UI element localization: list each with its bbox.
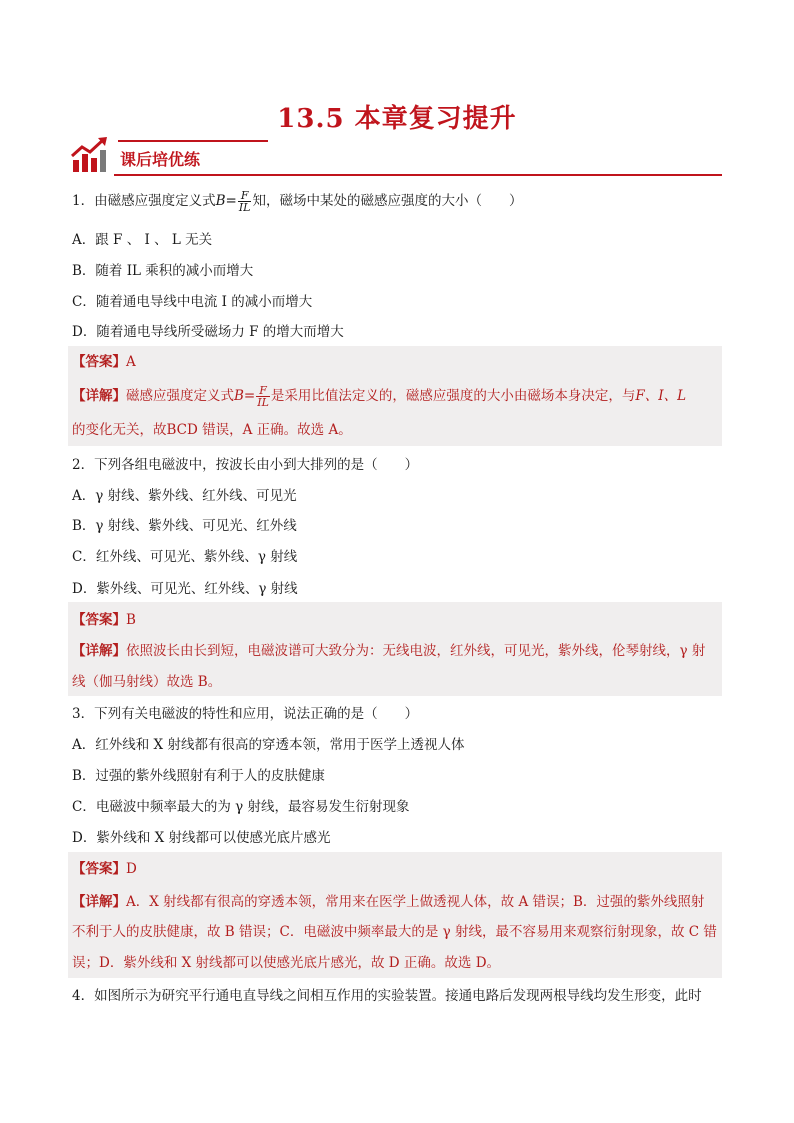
question-3-stem: 3．下列有关电磁波的特性和应用，说法正确的是（ ） — [72, 706, 419, 722]
q2-answer-value: B — [126, 612, 136, 628]
q2-detail-line-1 — [72, 641, 705, 661]
q1-detail-tag: 【详解】 — [72, 388, 126, 404]
q1-formula-lhs: B — [215, 193, 226, 209]
q1-detail-line-1: 【详解】磁感应强度定义式B= $\frac{F}{IL}$ 是采用比值法定义的，磁感应强度的大小由磁场本身决定，与F、I、L — [72, 384, 687, 409]
question-4-stem: 4．如图所示为研究平行通电直导线之间相互作用的实验装置。接通电路后发现两根导线均发生形变，此时 — [72, 988, 702, 1004]
q2-answer-tag: 【答案】 — [72, 612, 126, 628]
q1-detail-pre: 磁感应强度定义式 — [126, 388, 234, 404]
bar-chart-arrow-icon — [70, 136, 110, 174]
q3-answer — [72, 859, 137, 879]
question-1-stem: 1．由磁感应强度定义式B= $\frac{F}{IL}$ 知，磁场中某处的磁感应强度的大小（ ） — [72, 189, 523, 214]
q2-option-c: C．红外线、可见光、紫外线、γ 射线 — [72, 549, 298, 565]
section-label: 课后培优练 — [120, 150, 201, 169]
q3-answer-tag: 【答案】 — [72, 861, 126, 877]
q3-option-c: C．电磁波中频率最大的为 γ 射线，最容易发生衍射现象 — [72, 799, 410, 815]
q2-answer — [72, 610, 136, 630]
q1-answer-tag: 【答案】 — [72, 354, 126, 370]
q3-option-d: D．紫外线和 X 射线都可以使感光底片感光 — [72, 830, 331, 846]
q1-detail-denominator: IL — [257, 396, 269, 409]
q2-option-a: A．γ 射线、紫外线、红外线、可见光 — [72, 488, 297, 504]
q1-answer-value: A — [126, 354, 136, 370]
q3-answer-box — [68, 852, 722, 978]
q1-answer-box — [68, 346, 722, 446]
q1-detail-formula-fraction — [256, 385, 270, 408]
q2-answer-box — [68, 602, 722, 696]
q3-detail-line-2: 不利于人的皮肤健康，故 B 错误；C．电磁波中频率最大的是 γ 射线，最不容易用来观察衍射现象，故 C 错 — [72, 924, 717, 940]
q2-detail-line-2: 线（伽马射线）故选 B。 — [72, 674, 222, 690]
q1-stem-pre: 1．由磁感应强度定义式 — [72, 193, 216, 209]
q1-option-d: D．随着通电导线所受磁场力 F 的增大而增大 — [72, 324, 344, 340]
q1-detail-line-2: 的变化无关，故BCD 错误，A 正确。故选 A。 — [72, 422, 352, 438]
q1-option-a: A．跟 F 、 I 、 L 无关 — [72, 232, 213, 248]
q3-detail-line-3: 误；D．紫外线和 X 射线都可以使感光底片感光，故 D 正确。故选 D。 — [72, 955, 501, 971]
q3-detail-line-1 — [72, 892, 704, 912]
q1-option-b: B．随着 IL 乘积的减小而增大 — [72, 263, 254, 279]
q1-detail-formula-lhs: B — [234, 388, 244, 404]
q1-option-c: C．随着通电导线中电流 I 的减小而增大 — [72, 294, 313, 310]
q3-answer-value: D — [126, 861, 137, 877]
q2-detail-text-1: 依照波长由长到短，电磁波谱可大致分为：无线电波，红外线，可见光，紫外线，伦琴射线，γ 射 — [126, 643, 706, 659]
q3-detail-text-1: A．X 射线都有很高的穿透本领，常用来在医学上做透视人体，故 A 错误；B．过强的紫外线照射 — [126, 894, 705, 910]
section-bottom-rule — [114, 174, 722, 176]
q3-option-a: A．红外线和 X 射线都有很高的穿透本领，常用于医学上透视人体 — [72, 737, 465, 753]
page-title: 13.5 本章复习提升 — [277, 104, 517, 134]
q1-formula-denominator: IL — [238, 201, 251, 214]
q2-option-d: D．紫外线、可见光、红外线、γ 射线 — [72, 581, 298, 597]
q1-formula-numerator: F — [238, 190, 252, 202]
q2-detail-tag: 【详解】 — [72, 643, 126, 659]
q1-detail-numerator: F — [256, 385, 270, 397]
q1-detail-post: 是采用比值法定义的，磁感应强度的大小由磁场本身决定，与 — [270, 388, 636, 404]
q1-detail-vars: F、I、L — [635, 388, 687, 404]
section-header — [70, 136, 722, 176]
q1-answer — [72, 352, 136, 372]
q1-formula-fraction — [238, 190, 252, 213]
q3-detail-tag: 【详解】 — [72, 894, 126, 910]
q1-stem-post: 知，磁场中某处的磁感应强度的大小（ ） — [252, 193, 523, 209]
q3-option-b: B．过强的紫外线照射有利于人的皮肤健康 — [72, 768, 325, 784]
q2-option-b: B．γ 射线、紫外线、可见光、红外线 — [72, 518, 297, 534]
section-top-rule — [118, 140, 268, 142]
question-2-stem: 2．下列各组电磁波中，按波长由小到大排列的是（ ） — [72, 457, 419, 473]
